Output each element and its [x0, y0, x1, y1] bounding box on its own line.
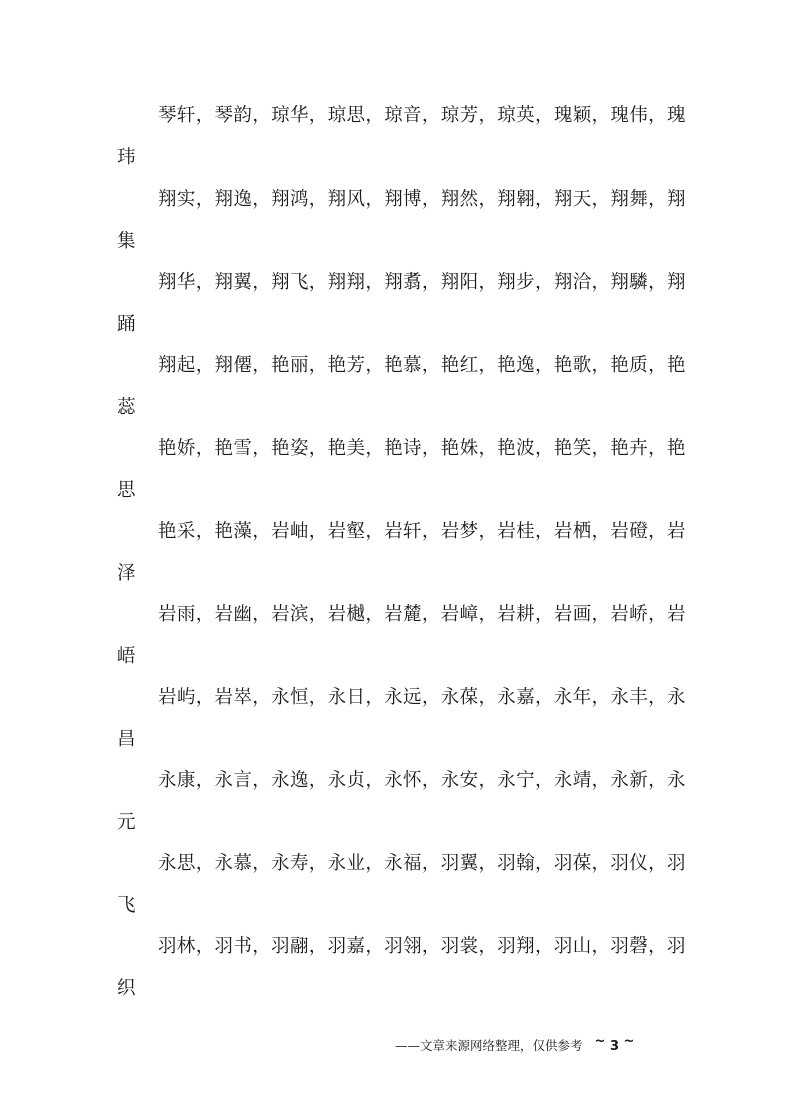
name-list-paragraph: [117, 766, 686, 838]
paragraph-line: 翔实，翔逸，翔鸿，翔风，翔博，翔然，翔翱，翔天，翔舞，翔: [158, 189, 686, 210]
paragraph-line-continuation: 飞: [117, 895, 136, 916]
name-list-paragraph: [117, 600, 686, 672]
paragraph-line-continuation: 集: [117, 231, 136, 252]
paragraph-line-continuation: 蕊: [117, 397, 136, 418]
paragraph-line: 琴轩，琴韵，琼华，琼思，琼音，琼芳，琼英，瑰颖，瑰伟，瑰: [158, 105, 686, 126]
name-list-paragraph: [117, 932, 686, 1004]
paragraph-line: 永康，永言，永逸，永贞，永怀，永安，永宁，永靖，永新，永: [158, 770, 686, 791]
page-footer: [395, 1034, 634, 1058]
paragraph-line-continuation: 踊: [117, 314, 136, 335]
paragraph-line: 岩雨，岩幽，岩滨，岩樾，岩麓，岩嶂，岩耕，岩画，岩峤，岩: [158, 604, 686, 625]
paragraph-line: 艳采，艳藻，岩岫，岩壑，岩轩，岩梦，岩桂，岩栖，岩磴，岩: [158, 521, 686, 542]
paragraph-line-continuation: 元: [117, 812, 136, 833]
page-number: 3: [609, 1039, 619, 1054]
paragraph-line-continuation: 玮: [117, 147, 136, 168]
paragraph-line: 艳娇，艳雪，艳姿，艳美，艳诗，艳姝，艳波，艳笑，艳卉，艳: [158, 438, 686, 459]
paragraph-line: 永思，永慕，永寿，永业，永福，羽翼，羽翰，羽葆，羽仪，羽: [158, 853, 686, 874]
name-list-paragraph: [117, 101, 686, 173]
paragraph-line: 翔起，翔僊，艳丽，艳芳，艳慕，艳红，艳逸，艳歌，艳质，艳: [158, 355, 686, 376]
footer-source-note: 文章来源网络整理，仅供参考: [420, 1038, 583, 1053]
name-list-paragraph: [117, 517, 686, 589]
paragraph-line-continuation: 泽: [117, 563, 136, 584]
paragraph-line-continuation: 昌: [117, 729, 136, 750]
name-list-paragraph: [117, 683, 686, 755]
paragraph-line-continuation: 思: [117, 480, 136, 501]
paragraph-line: 羽林，羽书，羽翮，羽嘉，羽翎，羽裳，羽翔，羽山，羽磬，羽: [158, 936, 686, 957]
paragraph-line: 岩屿，岩崒，永恒，永日，永远，永葆，永嘉，永年，永丰，永: [158, 687, 686, 708]
paragraph-line-continuation: 峿: [117, 646, 136, 667]
paragraph-line-continuation: 织: [117, 978, 136, 999]
name-list-paragraph: [117, 849, 686, 921]
page-number-group: [594, 1034, 635, 1054]
name-list-paragraph: [117, 434, 686, 506]
name-list-paragraph: [117, 185, 686, 257]
tilde-right: ~: [623, 1034, 635, 1049]
footer-dash: ——: [395, 1038, 420, 1053]
name-list-paragraph: [117, 268, 686, 340]
tilde-left: ~: [594, 1034, 606, 1049]
paragraph-line: 翔华，翔翼，翔飞，翔翔，翔翥，翔阳，翔步，翔洽，翔驎，翔: [158, 272, 686, 293]
name-list-paragraph: [117, 351, 686, 423]
